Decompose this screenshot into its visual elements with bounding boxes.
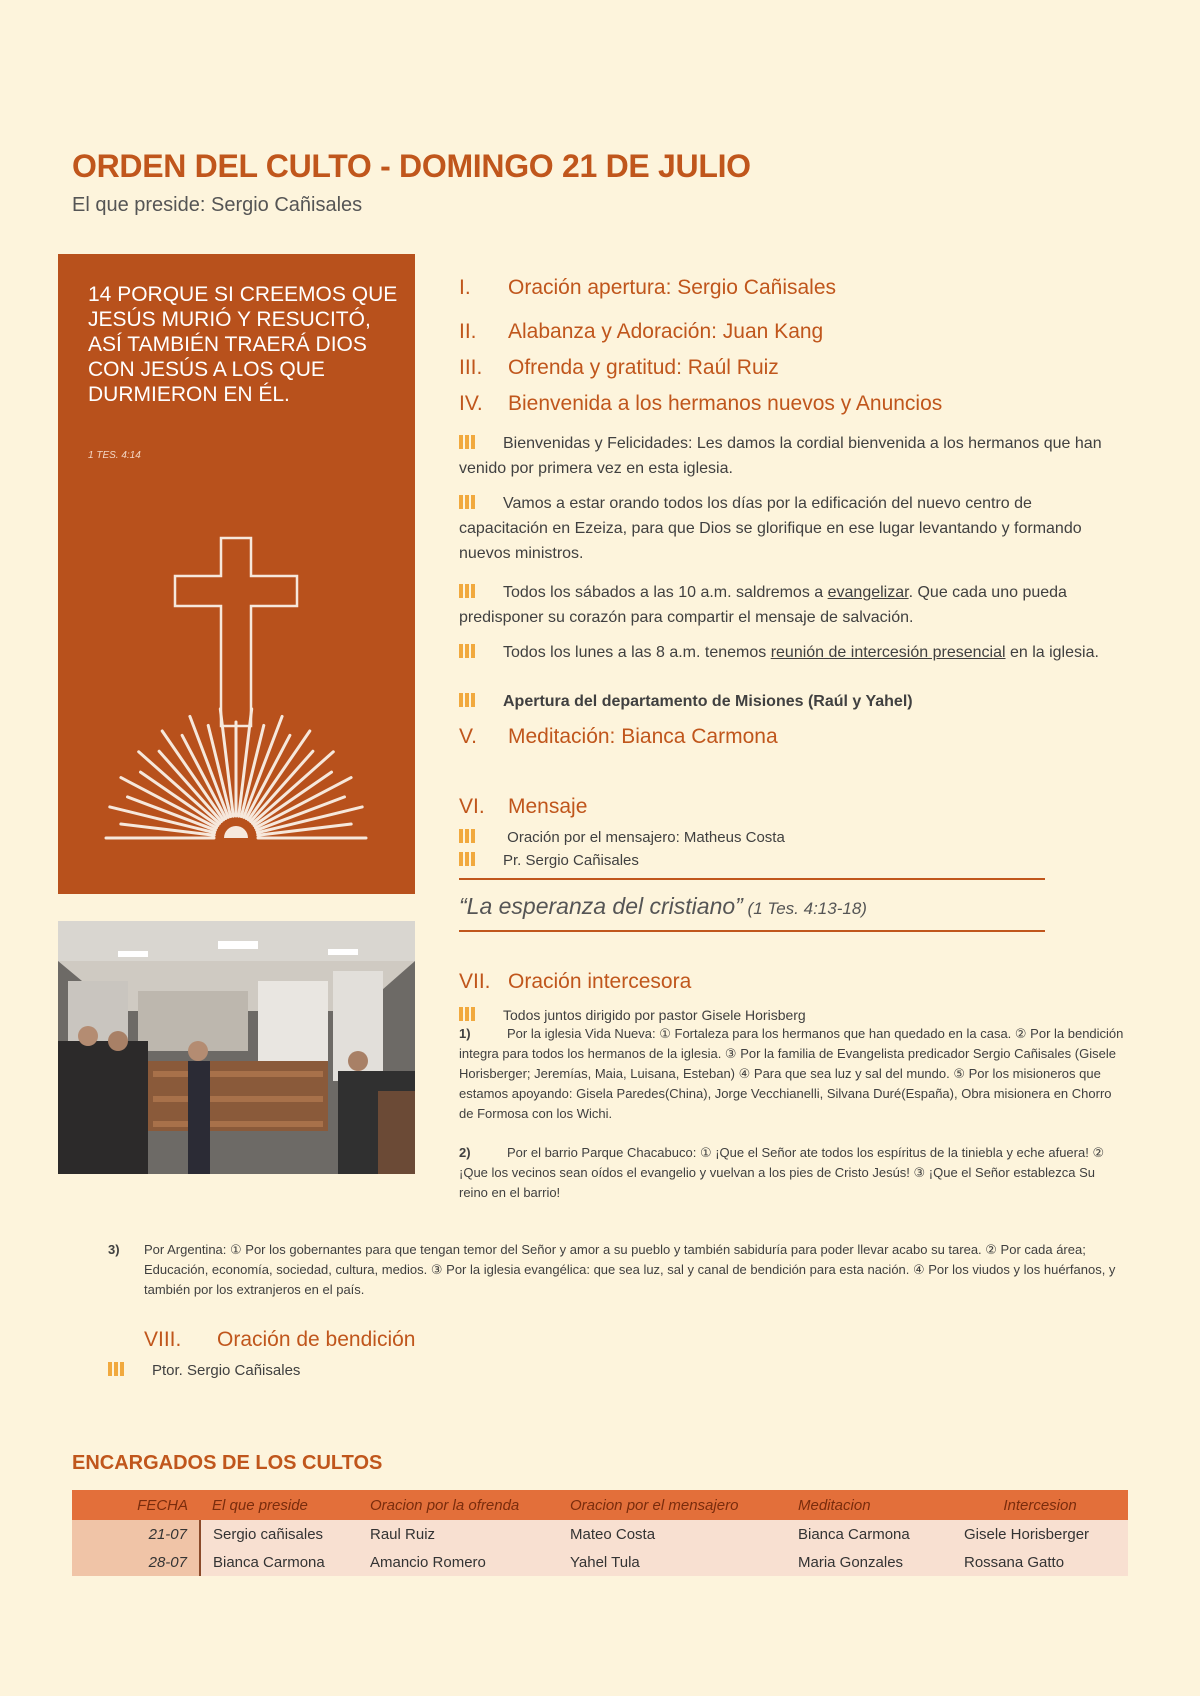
page-title: ORDEN DEL CULTO - DOMINGO 21 DE JULIO: [72, 148, 751, 184]
intercesora-lead: Todos juntos dirigido por pastor Gisele Horisberg: [459, 1005, 1139, 1025]
order-item-label: Oración apertura: Sergio Cañisales: [508, 276, 837, 299]
blessing-line: Ptor. Sergio Cañisales: [108, 1362, 300, 1379]
sermon-reference: (1 Tes. 4:13-18): [742, 899, 867, 918]
column-header: El que preside: [200, 1490, 358, 1520]
book-bullet-icon: [459, 693, 479, 707]
table-row: 28-07 Bianca Carmona Amancio Romero Yahel Tula Maria Gonzales Rossana Gatto: [72, 1548, 1128, 1576]
order-item-i: I. Oración apertura: Sergio Cañisales: [459, 276, 837, 299]
book-bullet-icon: [459, 495, 479, 509]
prayer-2: 2) Por el barrio Parque Chacabuco: ① ¡Que el Señor ate todos los espíritus de la tiniebla y eche afuera! ② ¡Que los vecinos sean oídos el evangelio y vuelvan a los pies de Cristo Jesús! ③ ¡Que el Señor establezca Su reino en el barrio!: [459, 1145, 1105, 1200]
order-item-viii: VIII. Oración de bendición: [144, 1328, 416, 1351]
order-item-label: Oración intercesora: [508, 970, 692, 993]
column-header: Oracion por la ofrenda: [358, 1490, 558, 1520]
mensaje-line-1: Oración por el mensajero: Matheus Costa: [459, 827, 1139, 849]
table-title: ENCARGADOS DE LOS CULTOS: [72, 1452, 383, 1474]
order-item-label: Bienvenida a los hermanos nuevos y Anuncios: [508, 392, 943, 415]
order-item-label: Alabanza y Adoración: Juan Kang: [508, 320, 824, 343]
table-row: 21-07 Sergio cañisales Raul Ruiz Mateo Costa Bianca Carmona Gisele Horisberger: [72, 1520, 1128, 1548]
order-item-ii: II. Alabanza y Adoración: Juan Kang: [459, 320, 824, 343]
order-item-vi: VI. Mensaje: [459, 795, 588, 818]
announcement-welcome: Bienvenidas y Felicidades: Les damos la cordial bienvenida a los hermanos que han venido por primera vez en esta iglesia.: [459, 435, 1102, 477]
divider: [459, 930, 1045, 932]
column-header: FECHA: [72, 1490, 200, 1520]
order-item-iv: IV. Bienvenida a los hermanos nuevos y Anuncios: [459, 392, 943, 415]
book-bullet-icon: [459, 584, 479, 598]
book-bullet-icon: [459, 852, 479, 866]
order-item-label: Ofrenda y gratitud: Raúl Ruiz: [508, 356, 779, 379]
announcement-ezeiza: Vamos a estar orando todos los días por la edificación del nuevo centro de capacitación en Ezeiza, para que Dios se glorifique en ese lugar levantando y formando nuevos ministros.: [459, 495, 1082, 562]
order-item-label: Mensaje: [508, 795, 588, 818]
mensaje-line-2: Pr. Sergio Cañisales: [459, 850, 1139, 872]
prayer-1: 1) Por la iglesia Vida Nueva: ① Fortaleza para los hermanos que han quedado en la casa. ② Por la bendición integra para todos los hermanos de la iglesia. ③ Por la familia de Evangelista predicador Sergio Cañisales (Gisele Horisberger; Jeremías, Maia, Luisana, Esteban) ④ Para que sea luz y sal del mundo. ⑤ Por los misioneros que estamos apoyando: Gisela Paredes(China), Jorge Vecchianelli, Silvana Duré(España), Obra misionera en Chorro de Formosa con los Wichi.: [459, 1026, 1124, 1121]
cross-sunburst-icon: [96, 534, 376, 854]
announcement-evangelize: Todos los sábados a las 10 a.m. saldremos a evangelizar. Que cada uno pueda predisponer su corazón para compartir el mensaje de salvación.: [459, 584, 1067, 626]
intercesion-link[interactable]: reunión de intercesión presencial: [770, 644, 1006, 661]
order-item-vii: VII. Oración intercesora: [459, 970, 692, 993]
verse-text: 14 PORQUE SI CREEMOS QUE JESÚS MURIÓ Y RESUCITÓ, ASÍ TAMBIÉN TRAERÁ DIOS CON JESÚS A LOS QUE DURMIERON EN ÉL.: [88, 283, 398, 406]
order-item-label: Meditación: Bianca Carmona: [508, 725, 778, 748]
prayer-3: 3) Por Argentina: ① Por los gobernantes para que tengan temor del Señor y amor a su pueblo y también sabiduría para poder llevar acabo su tarea. ② Por cada área; Educación, economía, sociedad, cultura, medios. ③ Por la iglesia evangélica: que sea luz, sal y canal de bendición para esta nación. ④ Por los viudos y los huérfanos, y también por los extranjeros en el país.: [108, 1242, 1116, 1297]
announcement-intercession: Todos los lunes a las 8 a.m. tenemos reunión de intercesión presencial en la iglesia.: [459, 640, 1125, 665]
book-bullet-icon: [108, 1362, 128, 1376]
book-bullet-icon: [459, 1007, 479, 1021]
sermon-title: “La esperanza del cristiano” (1 Tes. 4:13-18): [459, 893, 867, 919]
column-header: Oracion por el mensajero: [558, 1490, 786, 1520]
congregation-photo: [58, 921, 415, 1174]
order-item-v: V. Meditación: Bianca Carmona: [459, 725, 778, 748]
column-header: Intercesion: [950, 1490, 1128, 1520]
order-item-iii: III. Ofrenda y gratitud: Raúl Ruiz: [459, 356, 779, 379]
evangelizar-link[interactable]: evangelizar: [827, 584, 909, 601]
book-bullet-icon: [459, 435, 479, 449]
order-item-label: Oración de bendición: [217, 1328, 416, 1351]
announcement-missions: Apertura del departamento de Misiones (Raúl y Yahel): [459, 689, 1125, 714]
verse-reference: 1 TES. 4:14: [88, 450, 141, 461]
presider-line: El que preside: Sergio Cañisales: [72, 194, 363, 216]
table-header-row: [72, 1490, 1128, 1520]
verse-panel: [58, 254, 415, 894]
book-bullet-icon: [459, 644, 479, 658]
column-header: Meditacion: [786, 1490, 950, 1520]
service-schedule-table: [72, 1490, 1128, 1576]
book-bullet-icon: [459, 829, 479, 843]
divider: [459, 878, 1045, 880]
